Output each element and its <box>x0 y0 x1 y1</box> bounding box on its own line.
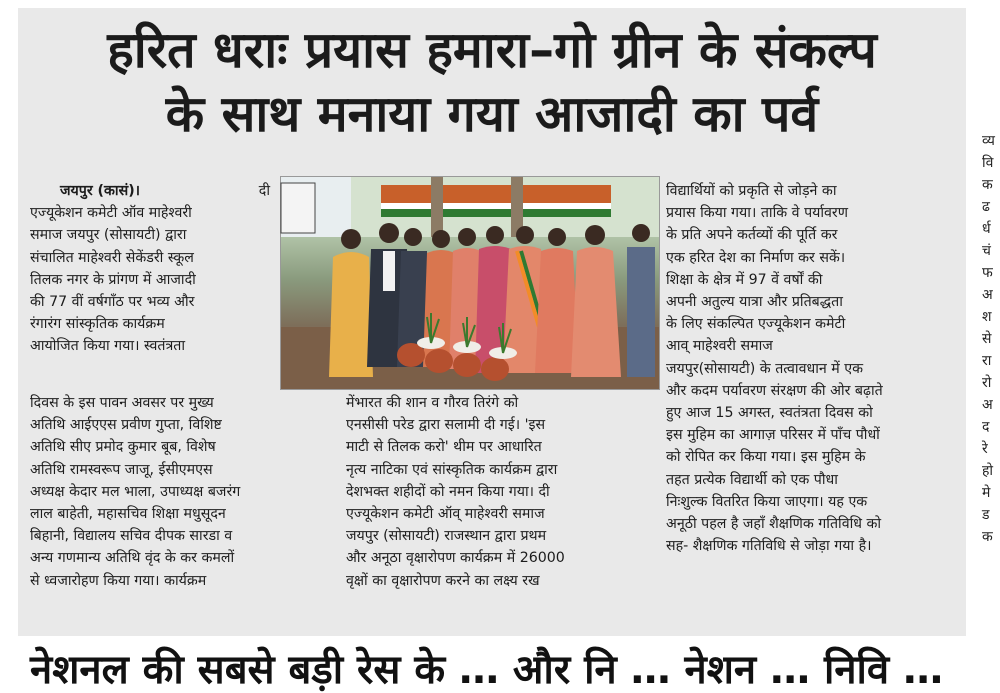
column-2-line: वृक्षों का वृक्षारोपण करने का लक्ष्य रख <box>346 572 540 589</box>
dateline: जयपुर (कासं)। <box>60 183 141 199</box>
column-1-line: रंगारंग सांस्कृतिक कार्यक्रम <box>30 316 165 333</box>
column-3-line: आव् माहेश्वरी समाज <box>666 338 773 355</box>
column-3-line: इस मुहिम का आगाज़ परिसर में पाँच पौधों <box>666 427 880 444</box>
column-3-line: तहत प्रत्येक विद्यार्थी को एक पौधा <box>666 471 838 488</box>
news-article <box>18 8 966 636</box>
column-1-line: बिहानी, विद्यालय सचिव दीपक सारडा व <box>30 528 233 545</box>
column-3-line: को रोपित कर किया गया। इस मुहिम के <box>666 449 866 466</box>
column-1-line: समाज जयपुर (सोसायटी) द्वारा <box>30 227 187 244</box>
column-1-line: की 77 वीं वर्षगाँठ पर भव्य और <box>30 294 195 311</box>
adjacent-article-fragment: व्य वि क ढ र्ध चं फ अ श से रा रो अ द रे हो मे ड क <box>982 133 995 545</box>
column-3-line: विद्यार्थियों को प्रकृति से जोड़ने का <box>666 183 837 199</box>
column-3-line: शिक्षा के क्षेत्र में 97 वें वर्षों की <box>666 271 823 288</box>
column-1-line: आयोजित किया गया। स्वतंत्रता <box>30 338 186 355</box>
column-3-line: के लिए संकल्पित एज्यूकेशन कमेटी <box>666 316 846 333</box>
column-2-line: माटी से तिलक करो' थीम पर आधारित <box>346 439 542 456</box>
event-photo <box>280 176 660 390</box>
column-2 <box>346 392 656 592</box>
column-3-line: निःशुल्क वितरित किया जाएगा। यह एक <box>666 493 868 510</box>
headline-line-1: हरित धराः प्रयास हमारा–गो ग्रीन के संकल्प <box>107 21 877 79</box>
column-3-line: सह- शैक्षणिक गतिविधि से जोड़ा गया है। <box>666 538 872 555</box>
column-2-line: मेंभारत की शान व गौरव तिरंगे को <box>346 395 519 411</box>
column-1-line: एज्यूकेशन कमेटी ऑव माहेश्वरी <box>30 205 192 222</box>
column-1-line-0: दी <box>258 183 270 199</box>
column-3-line: एक हरित देश का निर्माण कर सकें। <box>666 249 846 266</box>
column-3-line: और कदम पर्यावरण संरक्षण की ओर बढ़ाते <box>666 382 883 399</box>
column-2-line: एनसीसी परेड द्वारा सलामी दी गई। 'इस <box>346 417 546 434</box>
column-3-line: जयपुर(सोसायटी) के तत्वावधान में एक <box>666 360 864 377</box>
column-1-line: अतिथि सीए प्रमोद कुमार बूब, विशेष <box>30 439 216 456</box>
column-3-line: के प्रति अपने कर्तव्यों की पूर्ति कर <box>666 227 838 244</box>
column-3-line: हुए आज 15 अगस्त, स्वतंत्रता दिवस को <box>666 405 873 422</box>
column-1-line: दिवस के इस पावन अवसर पर मुख्य <box>30 395 214 411</box>
column-3 <box>666 180 958 557</box>
column-1-line: लाल बाहेती, महासचिव शिक्षा मधुसूदन <box>30 506 226 523</box>
column-3-line: अनूठी पहल है जहाँ शैक्षणिक गतिविधि को <box>666 516 882 533</box>
column-1-line: अतिथि रामस्वरूप जाजू, ईसीएमएस <box>30 461 213 478</box>
column-1-line: से ध्वजारोहण किया गया। कार्यक्रम <box>30 572 207 589</box>
column-2-line: एज्यूकेशन कमेटी ऑव् माहेश्वरी समाज <box>346 506 545 523</box>
next-article-headline-fragment <box>0 636 1000 693</box>
column-2-line: नृत्य नाटिका एवं सांस्कृतिक कार्यक्रम द्वारा <box>346 461 558 478</box>
column-2-line: जयपुर (सोसायटी) राजस्थान द्वारा प्रथम <box>346 528 547 545</box>
event-photo-illustration <box>281 177 659 389</box>
column-2-line: और अनूठा वृक्षारोपण कार्यक्रम में 26000 <box>346 550 565 567</box>
column-3-line: अपनी अतुल्य यात्रा और प्रतिबद्धता <box>666 294 843 311</box>
next-headline-text: नेशनल की सबसे बड़ी रेस के … और नि … नेशन … निवि … <box>30 647 944 693</box>
headline-line-2: के साथ मनाया गया आजादी का पर्व <box>165 85 819 143</box>
headline <box>18 18 966 146</box>
column-1-line: संचालित माहेश्वरी सेकेंडरी स्कूल <box>30 249 194 266</box>
column-1-line: अन्य गणमान्य अतिथि वृंद के कर कमलों <box>30 550 235 567</box>
column-1-line: अध्यक्ष केदार मल भाला, उपाध्यक्ष बजरंग <box>30 483 241 500</box>
column-1 <box>30 180 270 358</box>
column-1-line: अतिथि आईएएस प्रवीण गुप्ता, विशिष्ट <box>30 417 222 434</box>
column-2-line: देशभक्त शहीदों को नमन किया गया। दी <box>346 483 550 500</box>
column-3-line: प्रयास किया गया। ताकि वे पर्यावरण <box>666 205 848 222</box>
column-1-line: तिलक नगर के प्रांगण में आजादी <box>30 271 196 288</box>
column-1-continued <box>30 392 338 592</box>
